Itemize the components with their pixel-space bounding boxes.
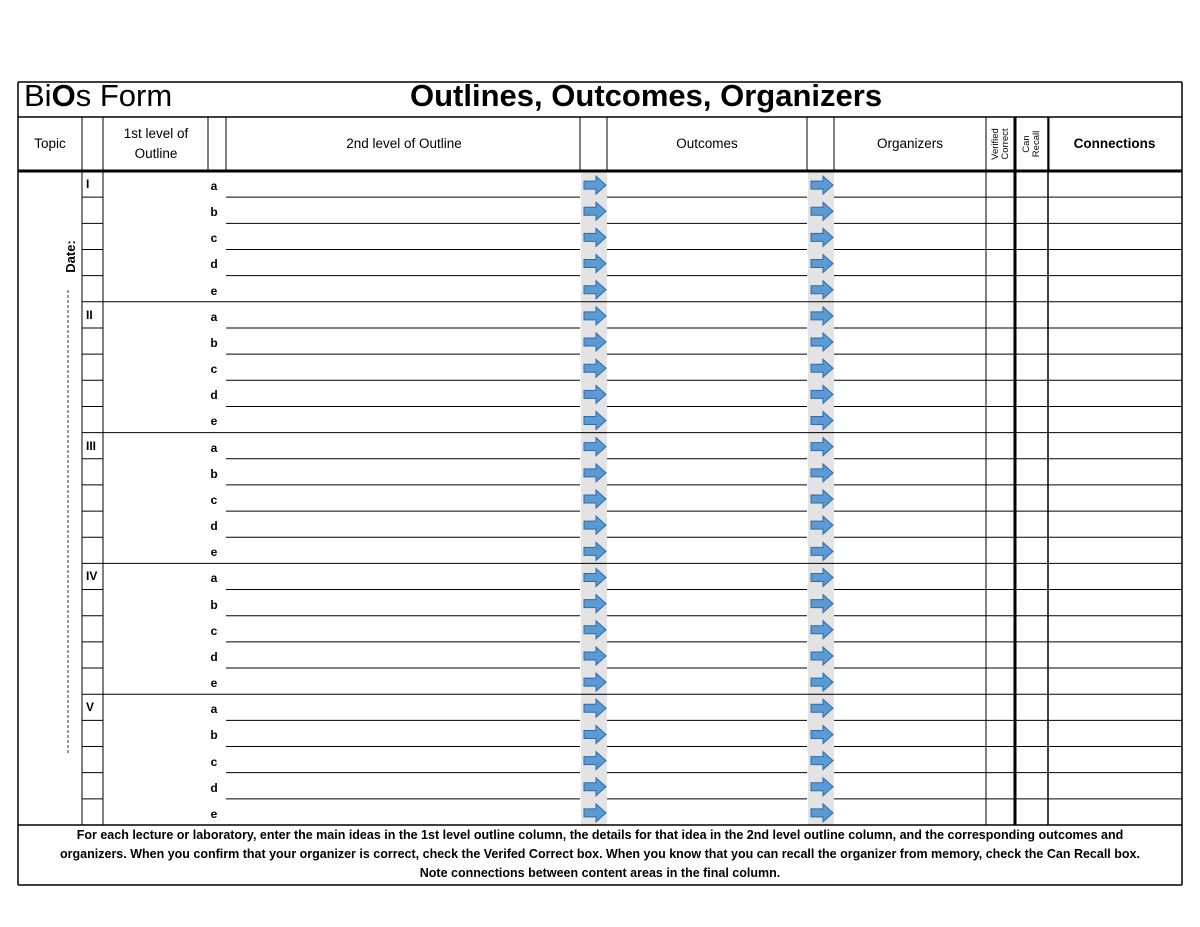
row-letter: c [210,362,218,377]
row-letter: b [210,466,218,481]
form-title: BiOs Form [24,78,173,113]
section-numeral: IV [86,569,98,584]
row-letter: c [210,754,218,769]
row-letter: b [210,597,218,612]
row-letter: a [210,571,218,586]
section-numeral: II [86,307,93,322]
row-letter: a [210,702,218,717]
instructions-line1: For each lecture or laboratory, enter the main ideas in the 1st level outline column, the details for that idea in the 2nd level outline column, and the corresponding outcomes and [76,828,1124,842]
header-second-level: 2nd level of Outline [346,136,462,151]
header-topic: Topic [34,136,66,151]
row-letter: d [210,519,218,534]
row-letter: a [210,440,218,455]
instructions [20,826,1180,883]
row-letter: d [210,388,218,403]
row-letter: a [210,309,218,324]
row-letter: c [210,623,218,638]
row-letter: e [210,283,218,298]
row-letter: b [210,728,218,743]
row-letter: c [210,231,218,246]
header-connections: Connections [1073,136,1156,151]
instructions-line2: organizers. When you confirm that your organizer is correct, check the Verifed Correct box. When you know that you can recall the organizer from memory, check the Can Recall box. [60,847,1140,861]
row-letter: b [210,205,218,220]
section-numeral: V [86,700,95,715]
row-letter: d [210,780,218,795]
header-verified-line1: Verified [990,128,1001,160]
row-letter: d [210,257,218,272]
date-label: Date: [62,239,78,273]
row-letter: e [210,676,218,691]
header-first-level-line1: 1st level of [123,126,189,141]
section-numeral: I [86,177,90,191]
header-verified-line2: Correct [1000,128,1011,160]
header-outcomes: Outcomes [676,136,738,151]
section-numeral: III [86,438,97,453]
row-letter: e [210,414,218,429]
row-letter: a [210,179,218,193]
header-first-level-line2: Outline [134,146,178,161]
header-recall-line1: Can [1021,135,1033,153]
row-letter: d [210,649,218,664]
row-letter: b [210,335,218,350]
page-title: Outlines, Outcomes, Organizers [410,78,883,113]
row-letter: e [210,806,218,821]
row-letter: c [210,492,218,507]
instructions-line3: Note connections between content areas in the final column. [419,866,781,880]
header-organizers: Organizers [876,136,944,151]
row-letter: e [210,545,218,560]
header-recall-line2: Recall [1031,130,1043,158]
